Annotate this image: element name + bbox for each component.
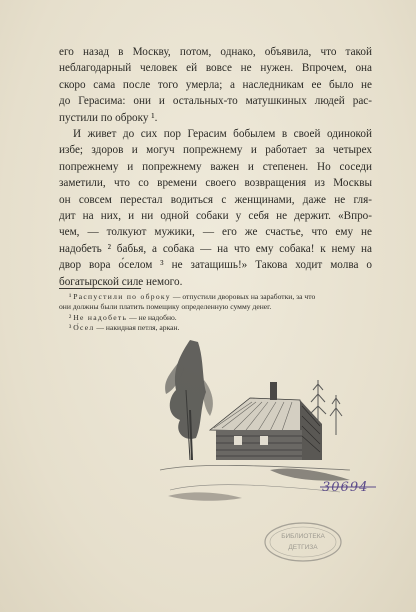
- text-line: избе; здоров и могуч попрежнему и работает за четырех: [59, 144, 372, 157]
- footnote-marker: ²: [69, 312, 72, 322]
- footnote-marker: ¹: [69, 292, 72, 301]
- text-line: он совсем перестал водиться с женщинами, даже не гля-: [59, 193, 372, 206]
- text-line: богатырской силе немого.: [59, 275, 183, 288]
- body-text: [59, 44, 372, 290]
- paragraph-2: [59, 126, 372, 290]
- text-line: его назад в Москву, потом, однако, объявила, что такой: [59, 46, 372, 58]
- footnote-term: Не надобеть: [73, 312, 128, 322]
- footnote-marker: ³: [69, 322, 72, 332]
- text-line: пустили по оброку ¹.: [59, 111, 158, 124]
- text-line: заметили, что со времени своего возвращения из Москвы: [59, 177, 372, 190]
- library-stamp: [262, 520, 344, 564]
- footnote-1: [59, 292, 375, 313]
- text-line: двор вора о́селом ³ не затащишь!» Такова ходит молва о: [59, 259, 372, 272]
- paragraph-1: [59, 44, 372, 126]
- footnote-term: О́сел: [73, 322, 95, 332]
- footnote-definition: — отпустили дворовых на заработки, за что: [170, 292, 316, 301]
- text-line: дит на них, и ни одной собаки у себя не держит. «Впро-: [59, 210, 372, 223]
- svg-text:БИБЛИОТЕКА: БИБЛИОТЕКА: [281, 533, 325, 540]
- footnote-line: они должны были платить помещику определенную сумму денег.: [59, 302, 272, 312]
- text-line: надобеть ² бабья, а собака — на что ему собака! к нему на: [59, 242, 372, 255]
- handwritten-inventory-number: 30694: [322, 480, 369, 495]
- footnote-divider: [59, 288, 141, 289]
- text-line: попрежнему и попрежнему важен и степенен. Но соседи: [59, 160, 372, 173]
- footnote-definition: — накидная петля, аркан.: [94, 322, 180, 332]
- text-line: до Герасима: они и остальных-то матушкиных людей рас-: [59, 95, 372, 108]
- footnote-line: [59, 292, 375, 302]
- text-line: неблагодарный человек ей вовсе не нужен. Впрочем, она: [59, 62, 372, 75]
- svg-text:ДЕТГИЗА: ДЕТГИЗА: [288, 544, 318, 551]
- text-line: скоро сама после того умерла; а наследникам ее было не: [59, 78, 372, 91]
- text-line: чем, — толкуют мужики, — его же счастье, что ему не: [59, 226, 372, 239]
- footnote-definition: — не надобно.: [127, 312, 177, 322]
- text-line: И живет до сих пор Герасим бобылем в своей одинокой: [73, 128, 372, 141]
- footnote-term: Распустили по оброку: [73, 292, 171, 301]
